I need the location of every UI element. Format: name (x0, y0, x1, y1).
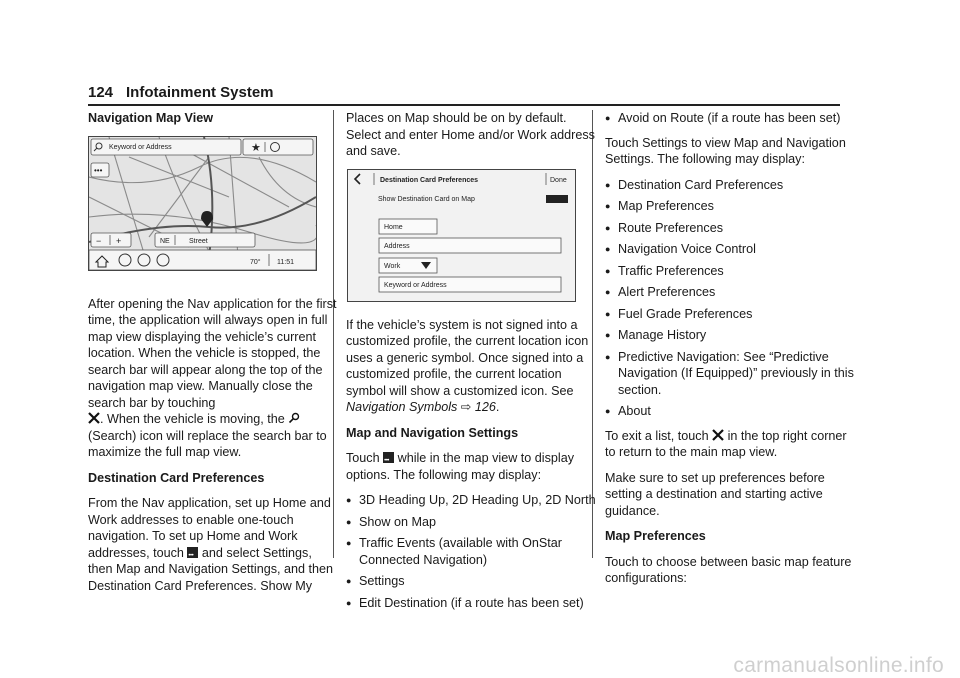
menu-dots-icon (383, 452, 394, 463)
svg-text:Address: Address (384, 243, 410, 250)
street-name: Street (189, 238, 208, 245)
arrow-ref-icon: ⇨ (460, 400, 472, 414)
paragraph: Touch ••• while in the map view to display options. The following may display: (346, 450, 596, 483)
header-rule (88, 104, 840, 106)
list-item: ● About (605, 403, 855, 420)
list-item: ● Alert Preferences (605, 284, 855, 301)
menu-dots-icon (187, 547, 198, 558)
page-header (88, 84, 840, 106)
list-item: ● Edit Destination (if a route has been set) (346, 595, 596, 612)
chapter-title: Infotainment System (126, 84, 274, 101)
section-heading: Map Preferences (605, 529, 706, 543)
paragraph: Touch Settings to view Map and Navigation Settings. The following may display: (605, 135, 846, 166)
show-destination-label: Show Destination Card on Map (378, 196, 475, 203)
paragraph: After opening the Nav application for the first time, the application will always open in full map view displaying the vehicle’s current location. When the vehicle is stopped, the search bar will appear along the top of the navigation map view. Manually close the search bar by touching . When the vehicle is moving, the (Search) icon will replace the search bar to maximize the full map view. (88, 296, 337, 459)
list-item: ● Manage History (605, 327, 855, 344)
toggle-switch[interactable] (546, 195, 568, 203)
cross-reference-link[interactable]: Navigation Symbols (346, 400, 458, 414)
navigation-map-figure (88, 136, 317, 271)
column-3 (605, 110, 855, 596)
search-icon (288, 412, 300, 424)
paragraph: Touch to choose between basic map feature configurations: (605, 554, 852, 585)
subheading: Destination Card Preferences (88, 470, 265, 485)
paragraph: From the Nav application, set up Home and Work addresses to enable one-touch navigation. To set up Home and Work addresses, touch ••• and select Settings, then Map and Navigation Settings, and then Destination Card Preferences. Show My (88, 495, 338, 594)
svg-text:Work: Work (384, 263, 401, 270)
svg-text:Home: Home (384, 224, 403, 231)
zoom-in-icon: + (116, 236, 122, 246)
list-item: ● Show on Map (346, 514, 596, 531)
list-item: ● Navigation Voice Control (605, 241, 855, 258)
options-list-cont (605, 110, 855, 127)
footer (0, 654, 960, 678)
temperature: 70° (250, 259, 261, 266)
close-x-icon (88, 412, 100, 424)
list-item: ● 3D Heading Up, 2D Heading Up, 2D North (346, 492, 596, 509)
options-list (346, 492, 596, 611)
map-illustration (89, 137, 316, 270)
page-reference: 126 (474, 400, 496, 414)
section-heading: Navigation Map View (88, 111, 214, 125)
list-item: ● Settings (346, 573, 596, 590)
dialog-title: Destination Card Preferences (380, 177, 479, 184)
destination-card-illustration (348, 170, 575, 301)
heading-direction: NE (160, 238, 170, 245)
list-item: ● Traffic Events (available with OnStar Connected Navigation) (346, 535, 596, 568)
list-item: ● Fuel Grade Preferences (605, 306, 855, 323)
paragraph: Make sure to set up preferences before setting a destination and starting active guidance. (605, 470, 825, 518)
list-item: ● Route Preferences (605, 220, 855, 237)
clock: 11:51 (277, 259, 294, 266)
destination-card-figure (347, 169, 576, 302)
favorite-star-icon: ★ (251, 142, 261, 154)
paragraph: Places on Map should be on by default. Select and enter Home and/or Work address and save. (346, 111, 595, 158)
search-bar-text: Keyword or Address (109, 144, 172, 151)
section-heading: Map and Navigation Settings (346, 425, 519, 440)
paragraph: To exit a list, touch in the top right corner to return to the main map view. (605, 428, 847, 459)
done-button[interactable]: Done (550, 177, 567, 184)
close-x-icon (712, 429, 724, 441)
watermark: carmanualsonline.info (733, 654, 944, 677)
zoom-out-icon: − (96, 236, 102, 246)
page-number: 124 (88, 84, 114, 101)
more-icon: ••• (94, 166, 103, 175)
list-item: ● Predictive Navigation: See “Predictive Navigation (If Equipped)” previously in this section. (605, 349, 855, 399)
list-item: ● Traffic Preferences (605, 263, 855, 280)
paragraph: If the vehicle’s system is not signed into a customized profile, the current location icon uses a generic symbol. Once signed into a customized profile, the current location symbol will show a customized icon. See Navigation Symbols ⇨ 126. (346, 317, 589, 414)
svg-text:Keyword or Address: Keyword or Address (384, 282, 447, 289)
list-item: ● Map Preferences (605, 198, 855, 215)
list-item: ● Destination Card Preferences (605, 177, 855, 194)
list-item: ● Avoid on Route (if a route has been set) (605, 110, 855, 127)
settings-list (605, 177, 855, 420)
